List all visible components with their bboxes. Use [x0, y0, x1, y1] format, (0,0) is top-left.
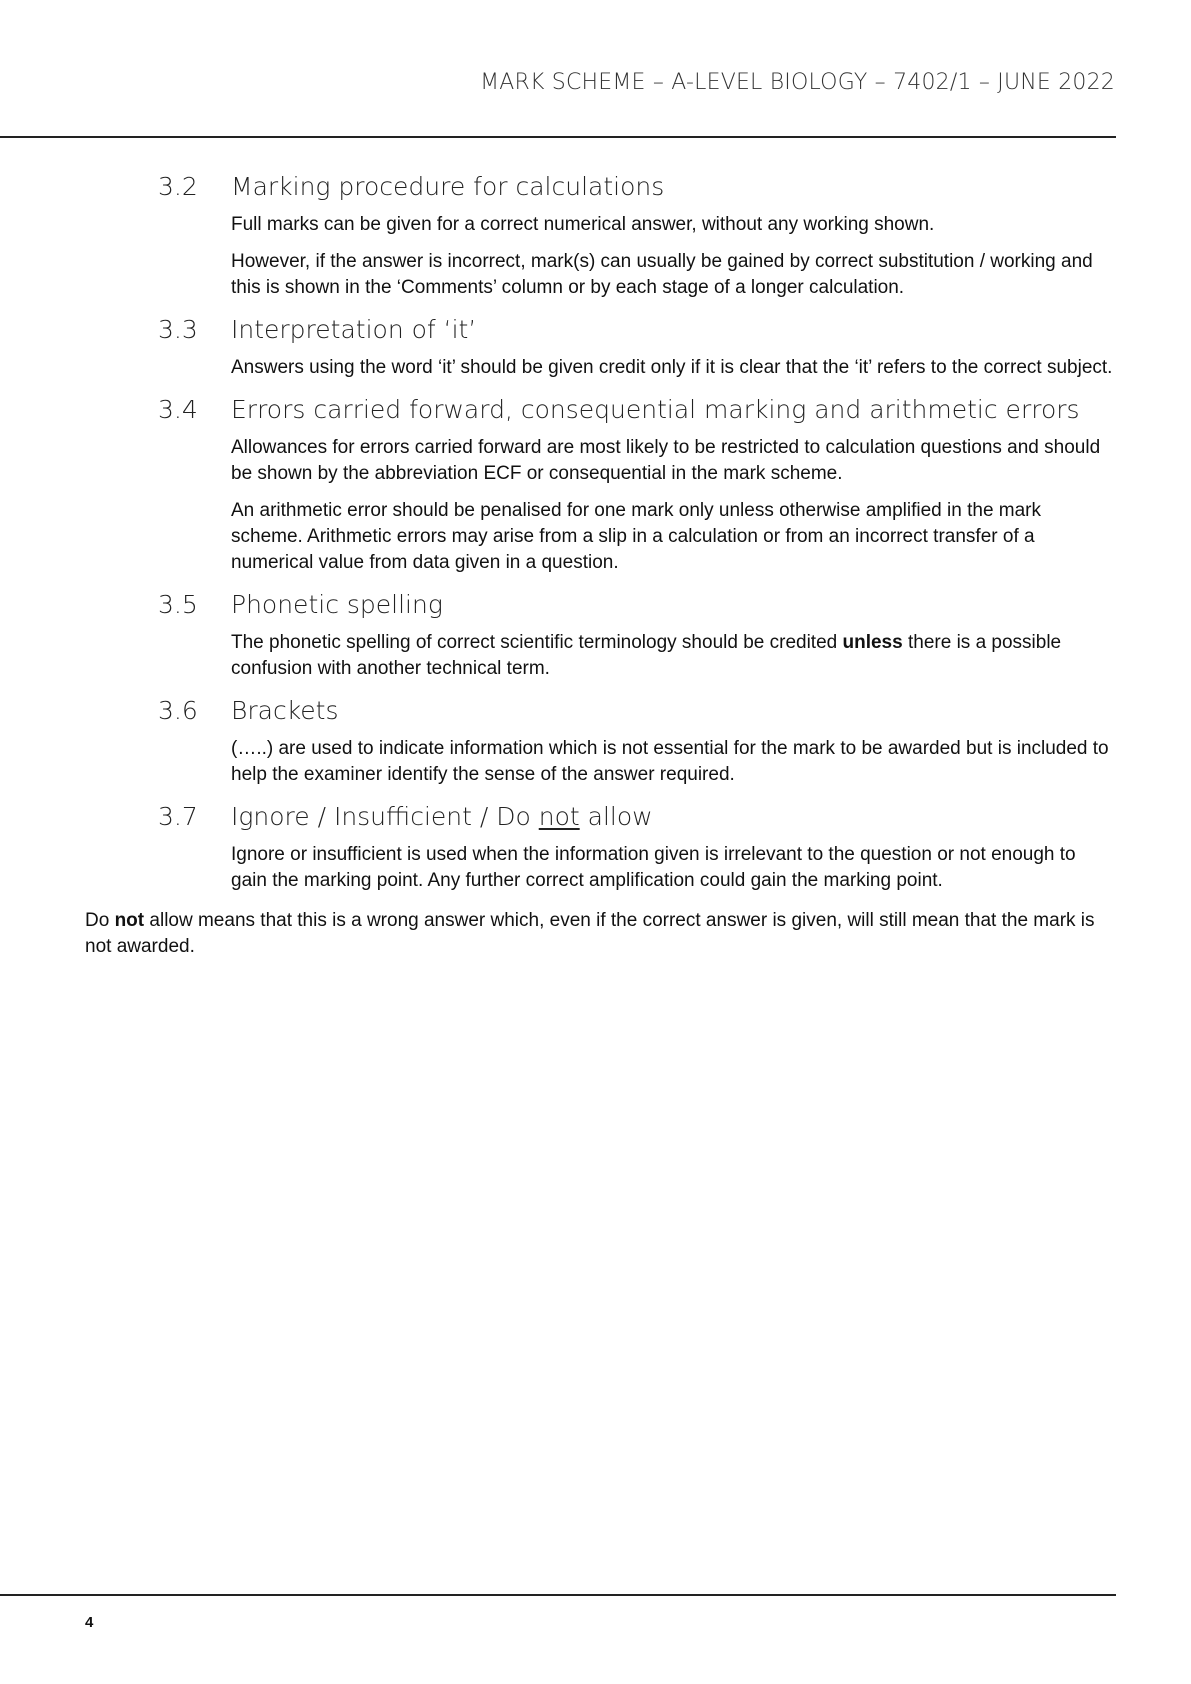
- document-header-title: MARK SCHEME – A-LEVEL BIOLOGY – 7402/1 – JUNE 2022: [480, 70, 1115, 95]
- section-3-5: [0, 590, 1191, 682]
- title-text: allow: [579, 802, 653, 831]
- main-content: [0, 172, 1191, 960]
- paragraph-text: allow means that this is a wrong answer which, even if the correct answer is given, will still mean that the mark is not awarded.: [85, 910, 1095, 957]
- section-heading: [0, 696, 1191, 732]
- section-title: Phonetic spelling: [231, 590, 443, 619]
- section-3-6: [0, 696, 1191, 788]
- section-number: 3.3: [158, 315, 198, 344]
- paragraph-text: Do: [85, 910, 115, 931]
- section-paragraph: Answers using the word ‘it’ should be given credit only if it is clear that the ‘it’ refers to the correct subject.: [231, 357, 1113, 378]
- section-number: 3.2: [158, 172, 198, 201]
- section-title: [231, 802, 653, 831]
- section-paragraph: An arithmetic error should be penalised for one mark only unless otherwise amplified in the mark scheme. Arithmetic errors may arise from a slip in a calculation or from an incorrect transfer of a numerical value from data given in a question.: [231, 500, 1042, 573]
- section-paragraph: Allowances for errors carried forward are most likely to be restricted to calculation questions and should be shown by the abbreviation ECF or consequential in the mark scheme.: [231, 437, 1101, 484]
- section-number: 3.5: [158, 590, 198, 619]
- section-3-4: [0, 395, 1191, 576]
- section-title: Marking procedure for calculations: [231, 172, 665, 201]
- paragraph-text: The phonetic spelling of correct scientific terminology should be credited: [231, 632, 843, 653]
- section-title: Brackets: [231, 696, 339, 725]
- section-heading: [0, 802, 1191, 838]
- section-paragraph: Full marks can be given for a correct numerical answer, without any working shown.: [231, 214, 935, 235]
- section-heading: [0, 315, 1191, 351]
- footer-divider: [0, 1594, 1116, 1596]
- section-3-7: [0, 802, 1191, 894]
- page-number: 4: [85, 1614, 94, 1631]
- do-not-allow-paragraph: [85, 908, 1116, 960]
- title-text: Ignore / Insufficient / Do: [231, 802, 539, 831]
- paragraph-text: there is a possible confusion with another technical term.: [231, 632, 1062, 679]
- section-paragraph: (…..) are used to indicate information which is not essential for the mark to be awarded but is included to help the examiner identify the sense of the answer required.: [231, 738, 1109, 785]
- underlined-title-text: not: [538, 802, 580, 831]
- section-number: 3.6: [158, 696, 198, 725]
- section-heading: [0, 395, 1191, 431]
- section-number: 3.7: [158, 802, 198, 831]
- section-paragraph: [231, 630, 1116, 682]
- emphasis-text: not: [114, 910, 145, 931]
- header-divider: [0, 136, 1116, 138]
- section-heading: [0, 590, 1191, 626]
- section-title: Interpretation of ‘it’: [231, 315, 477, 344]
- section-number: 3.4: [158, 395, 198, 424]
- section-title: Errors carried forward, consequential marking and arithmetic errors: [231, 395, 1080, 424]
- section-paragraph: Ignore or insufficient is used when the information given is irrelevant to the question or not enough to gain the marking point. Any further correct amplification could gain the marking point.: [231, 844, 1076, 891]
- section-3-2: [0, 172, 1191, 301]
- emphasis-text: unless: [842, 632, 903, 653]
- section-heading: [0, 172, 1191, 208]
- section-3-3: [0, 315, 1191, 381]
- section-paragraph: However, if the answer is incorrect, mark(s) can usually be gained by correct substitution / working and this is shown in the ‘Comments’ column or by each stage of a longer calculation.: [231, 251, 1093, 298]
